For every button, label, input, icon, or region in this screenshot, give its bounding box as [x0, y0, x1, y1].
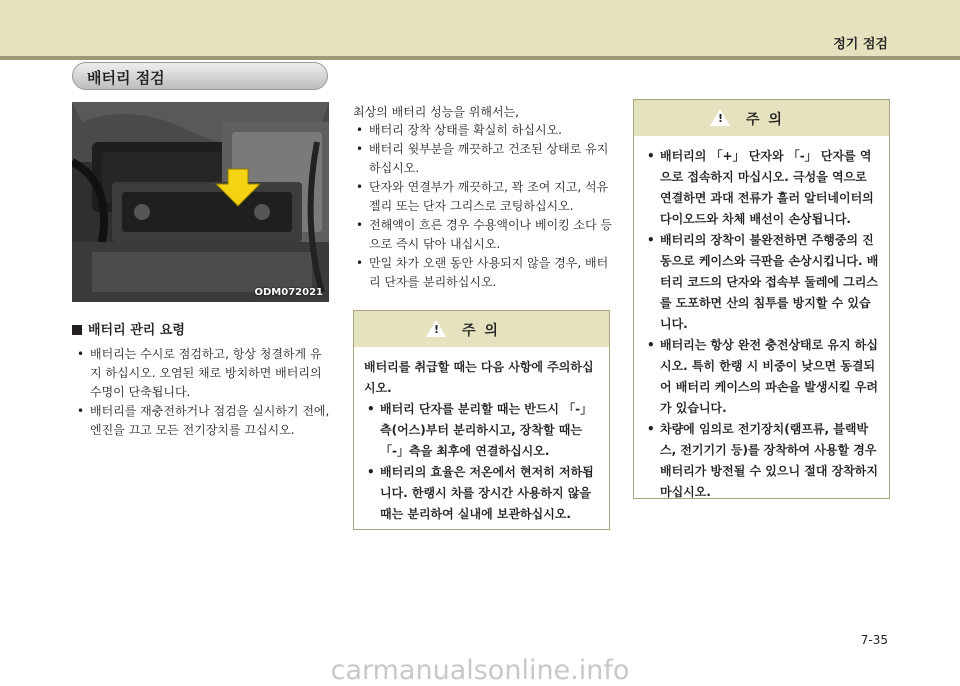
watermark: carmanualsonline.info [330, 655, 630, 686]
page-number: 7-35 [860, 633, 888, 647]
figure-code: ODM072021 [254, 287, 323, 298]
caution-intro: 배터리를 취급할 때는 다음 사항에 주의하십시오. [364, 360, 594, 395]
list-item: • 배터리 단자를 분리할 때는 반드시 「-」측(어스)부터 분리하시고, 장착할 때는 「-」측을 최후에 연결하십시오. [364, 399, 599, 462]
warning-triangle-icon: ! [426, 320, 446, 337]
battery-illustration [72, 102, 329, 302]
caution-box-handling [353, 310, 610, 530]
section-title: 배터리 점검 [87, 69, 165, 87]
list-item: • 배터리 윗부분을 깨끗하고 건조된 상태로 유지하십시오. [353, 140, 615, 178]
performance-intro: 최상의 배터리 성능을 위해서는, [353, 105, 519, 119]
caution-list [364, 399, 599, 525]
caution-box-installation [633, 99, 890, 499]
list-item: • 배터리의 효율은 저온에서 현저히 저하됩니다. 한랭시 차를 장시간 사용하지 않을 때는 분리하여 실내에 보관하십시오. [364, 462, 599, 525]
list-item: • 차량에 임의로 전기장치(램프류, 블랙박스, 전기기기 등)를 장착하여 사용할 경우 배터리가 방전될 수 있으니 절대 장착하지 마십시오. [644, 419, 879, 503]
list-item: • 단자와 연결부가 깨끗하고, 꽉 조여 지고, 석유 젤리 또는 단자 그리스로 코팅하십시오. [353, 178, 615, 216]
management-heading-text: 배터리 관리 요령 [88, 323, 185, 338]
caution-body [644, 146, 879, 503]
section-title-pill [72, 62, 328, 90]
list-item: • 배터리는 수시로 점검하고, 항상 청결하게 유지 하십시오. 오염된 채로 방치하면 배터리의 수명이 단축됩니다. [74, 345, 332, 402]
caution-title: 주 의 [746, 112, 784, 128]
chapter-title: 정기 점검 [833, 37, 888, 52]
performance-list [353, 121, 615, 292]
list-item: • 배터리 장착 상태를 확실히 하십시오. [353, 121, 615, 140]
management-heading [72, 319, 185, 338]
engine-bay-photo [72, 102, 329, 302]
caution-title: 주 의 [462, 323, 500, 339]
list-item: • 만일 차가 오랜 동안 사용되지 않을 경우, 배터리 단자를 분리하십시오. [353, 254, 615, 292]
square-bullet-icon [72, 325, 82, 335]
header-rule [0, 56, 960, 60]
caution-header [634, 100, 889, 136]
caution-list [644, 146, 879, 503]
list-item: • 배터리를 재충전하거나 점검을 실시하기 전에, 엔진을 끄고 모든 전기장치를 끄십시오. [74, 402, 332, 440]
list-item: • 전해액이 흐른 경우 수용액이나 베이킹 소다 등으로 즉시 닦아 내십시오. [353, 216, 615, 254]
caution-header [354, 311, 609, 347]
list-item: • 배터리는 항상 완전 충전상태로 유지 하십시오. 특히 한랭 시 비중이 낮으면 동결되어 배터리 케이스의 파손을 발생시킬 우려가 있습니다. [644, 335, 879, 419]
header-band [0, 0, 960, 56]
list-item: • 배터리의 「+」 단자와 「-」 단자를 역으로 접속하지 마십시오. 극성을 역으로 연결하면 과대 전류가 흘러 알터네이터의 다이오드와 차체 배선이 손상됩니다. [644, 146, 879, 230]
caution-body [364, 357, 599, 525]
warning-triangle-icon: ! [710, 109, 730, 126]
list-item: • 배터리의 장착이 불완전하면 주행중의 진동으로 케이스와 극판을 손상시킵니다. 배터리 코드의 단자와 접속부 둘레에 그리스를 도포하면 산의 침투를 방지할 수 있습니다. [644, 230, 879, 335]
management-list [74, 345, 332, 440]
